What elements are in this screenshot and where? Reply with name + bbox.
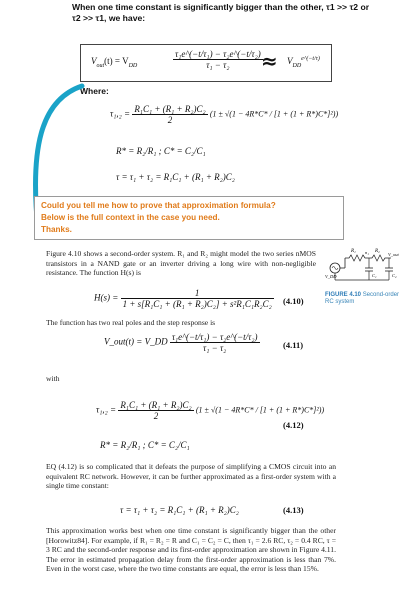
equation-4-12-tau [96,400,324,421]
paragraph-step-response: The function has two real poles and the step response is [46,318,216,327]
top-rc-star-equation: R* = R₂/R₁ ; C* = C₂/C₁ [116,146,206,156]
label-r2: R₂ [375,249,380,254]
header-line-2: τ2 >> τ1, we have: [72,13,146,23]
top-tau-sum-equation: τ = τ₁ + τ₂ = R₁C₁ + (R₁ + R₂)C₂ [116,172,235,182]
question-header [72,2,402,24]
rc-circuit-diagram [325,244,400,292]
callout-line-2: Below is the full context in the case you need. [41,213,220,222]
eq410-lhs: H(s) = [94,292,119,303]
header-line-1: When one time constant is significantly bigger than the other, τ1 >> τ2 or [72,2,370,12]
label-c1: C₁ [372,273,377,278]
vdd-subscript: DD [128,62,138,69]
approx-equation-lhs [91,56,137,69]
approx-numerator: τ₁e^(−t/τ₁) − τ₂e^(−t/τ₂) [175,49,261,59]
paragraph-intro: Figure 4.10 shows a second-order system. R₁ and R₂ might model the two series nMOS transistors in a NAND gate or an inverter driving a long wire with non-negligible resistance. The function H(s) is [46,249,316,278]
vout-symbol: V [91,56,97,66]
eq410-numerator: 1 [121,288,274,299]
eq411-number: (4.11) [283,340,304,350]
question-callout [34,196,344,240]
figure-caption-text: Second-order RC system [325,292,400,305]
equation-4-13: τ = τ₁ + τ₂ = R₁C₁ + (R₁ + R₂)C₂ [120,505,239,515]
label-r1: R₁ [351,249,356,254]
approximation-box [80,44,332,82]
tau12-numerator: R₁C₁ + (R₁ + R₂)C₂ [134,104,206,114]
eq412-numerator: R₁C₁ + (R₁ + R₂)C₂ [120,400,192,410]
rhs-v: V [287,56,293,66]
equation-4-10 [94,288,274,309]
resistor-r1-icon [345,255,369,261]
vout-subscript: out [96,62,105,69]
label-c2: C₂ [392,273,397,278]
top-tau12-equation [110,104,338,125]
figure-caption-label: FIGURE 4.10 [325,292,362,298]
eq412-bracket: (1 ± √(1 − 4R*C* / [1 + (1 + R*)C*]²)) [195,405,325,415]
label-vin: V_DD [325,274,337,279]
eq411-lhs: V_out(t) = V_DD [104,336,168,347]
label-n1: n₁ [365,250,369,255]
eq410-number: (4.10) [283,296,304,306]
approx-symbol: ≈ [261,49,278,73]
vout-arg: (t) = V [104,56,129,66]
rhs-exponent: e^(−t/τ) [301,56,320,62]
equation-4-11 [104,332,260,353]
eq412-tau12-label: τ₁,₂ = [96,404,117,415]
equation-4-12-rc-star: R* = R₂/R₁ ; C* = C₂/C₁ [100,440,190,450]
eq412-number: (4.12) [283,420,304,430]
where-label: Where: [80,86,109,96]
eq413-number: (4.13) [283,505,304,515]
paragraph-approximation: EQ (4.12) is so complicated that it defeats the purpose of simplifying a CMOS circuit into an equivalent RC network. However, it can be further approximated as a first-order system with a single time constant: [46,462,336,491]
eq411-denominator: τ₁ − τ₂ [203,343,227,353]
paragraph-conclusion: This approximation works best when one time constant is significantly bigger than the other [Horowitz84]. For example, if R₁ = R₂ = R and C₁ = C₂ = C, then τ₁ = 2.6 RC, τ₂ = 0.4 RC, τ = 3 RC and the second-order response and its first-order approximation are shown in Figure 4.11. The error in estimated propagation delay from the first-order approximation is less than 7%. Even in the worst case, where the two time constants are equal, the error is less than 15%. [46,526,336,574]
callout-line-1: Could you tell me how to prove that approximation formula? [41,201,276,210]
tau12-bracket: (1 ± √(1 − 4R*C* / [1 + (1 + R*)C*]²)) [209,109,339,119]
eq412-denominator: 2 [153,411,159,421]
tau12-label: τ₁,₂ = [110,108,131,119]
tau12-denominator: 2 [167,115,173,125]
approx-fraction [173,49,263,70]
with-label: with [46,374,60,383]
label-vout: V_out [388,252,399,257]
callout-line-3: Thanks. [41,225,72,234]
approx-denominator: τ₁ − τ₂ [206,60,230,70]
eq410-denominator: 1 + s[R₁C₁ + (R₁ + R₂)C₂] + s²R₁C₁R₂C₂ [122,299,272,309]
figure-caption [325,292,405,306]
eq411-numerator: τ₁e^(−t/τ₁) − τ₂e^(−t/τ₂) [171,332,258,342]
approx-rhs [287,56,320,69]
rhs-subscript: DD [292,62,302,69]
